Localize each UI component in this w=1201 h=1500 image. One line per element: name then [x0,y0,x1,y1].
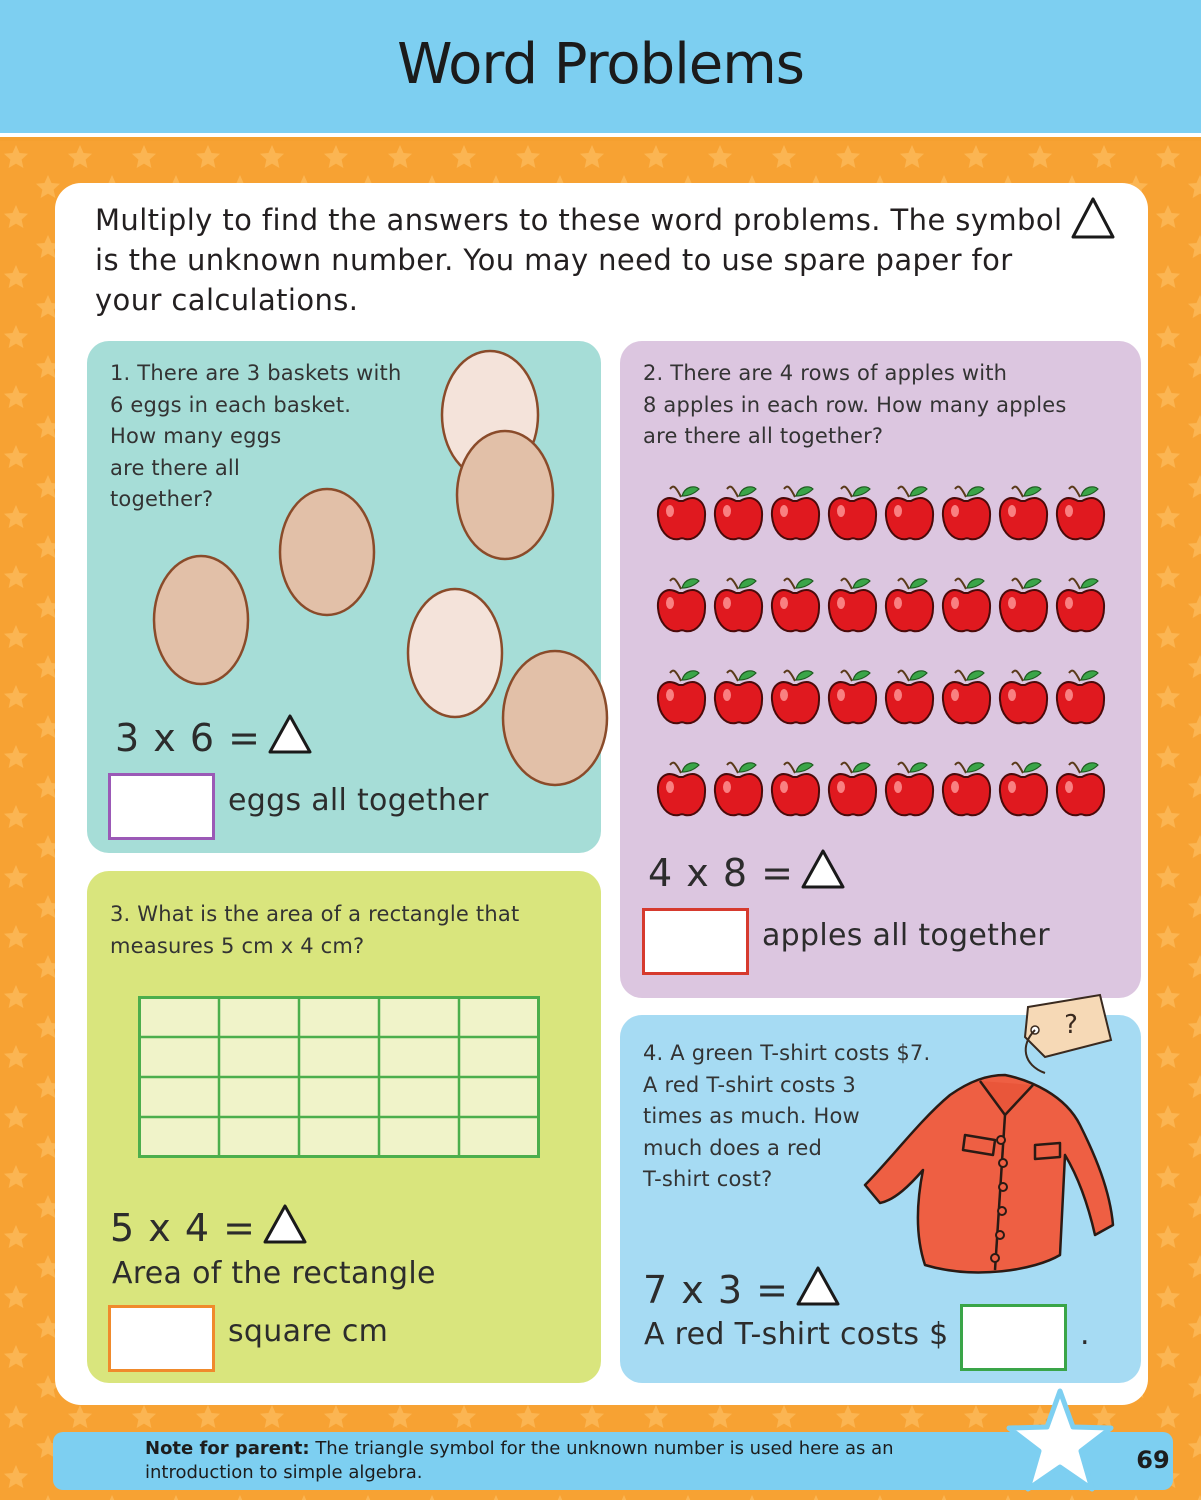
apple-icon [658,763,705,816]
parent-note-label: Note for parent: [145,1438,310,1459]
shirt-illustration [855,985,1125,1295]
instructions-line-2: is the unknown number. You may need to use spare paper for [95,243,1013,277]
egg-icon [280,489,374,615]
problem-1-line: 1. There are 3 baskets with [110,361,402,385]
problem-1-line: are there all [110,455,241,480]
apple-icon [829,579,876,632]
page-header [0,0,1201,137]
instructions-line-3: your calculations. [95,283,359,317]
apple-icon [772,763,819,816]
problem-2-answer-label: apples all together [762,918,1050,953]
apples-grid [655,483,1110,828]
apple-icon [772,487,819,540]
problem-4-line: T-shirt cost? [643,1167,773,1191]
problem-2-question [643,358,1123,453]
egg-icon [154,556,248,684]
page-number: 69 [1136,1446,1170,1474]
problem-3-sub-label: Area of the rectangle [112,1256,436,1291]
apple-icon [829,671,876,724]
problem-1-line: together? [110,487,214,511]
apples-illustration [655,483,1110,828]
problem-1-answer-label: eggs all together [228,783,489,818]
problem-1-line: How many eggs [110,424,282,448]
problem-2-answer-box[interactable] [642,908,749,975]
problem-4-line: 4. A green T-shirt costs $7. [643,1041,931,1065]
price-tag-icon [1025,995,1111,1073]
page-title: Word Problems [397,32,804,97]
apple-icon [886,671,933,724]
problem-2-line: 8 apples in each row. How many apples [643,392,1067,417]
problem-2-equation [648,848,846,895]
parent-note [145,1437,1005,1485]
unknown-triangle-icon [795,1265,841,1307]
problem-3-question [110,899,590,962]
apple-icon [886,487,933,540]
problem-4-answer-box[interactable] [960,1304,1067,1371]
apple-icon [658,487,705,540]
instructions [95,200,1095,320]
apple-icon [1057,579,1104,632]
problem-3-equation [110,1203,308,1250]
problem-1-equation-text: 3 x 6 = [115,716,261,760]
apple-icon [772,579,819,632]
problem-4-line: A red T-shirt costs 3 [643,1072,856,1097]
egg-icon [457,431,553,559]
problem-4-line: much does a red [643,1135,822,1160]
apple-icon [1057,671,1104,724]
apple-icon [943,487,990,540]
problem-3-answer-label: square cm [228,1314,389,1349]
apple-icon [943,671,990,724]
problem-4-answer-prefix: A red T-shirt costs $ [644,1317,949,1352]
apple-icon [1000,671,1047,724]
apple-icon [715,671,762,724]
problem-4-line: times as much. How [643,1104,860,1128]
red-shirt-icon [865,1075,1113,1272]
price-tag-text: ? [1064,1010,1078,1040]
problem-2-equation-text: 4 x 8 = [648,851,794,895]
apple-icon [1057,763,1104,816]
unknown-triangle-icon [262,1203,308,1245]
area-grid-illustration [138,996,540,1158]
parent-note-text: The triangle symbol for the unknown number is used here as an introduction to simple algebra. [145,1438,894,1483]
problem-1-equation [115,713,313,760]
apple-icon [943,579,990,632]
egg-icon [408,589,502,717]
problem-3-answer-box[interactable] [108,1305,215,1372]
apple-icon [1000,487,1047,540]
unknown-triangle-icon [800,848,846,890]
apple-icon [715,579,762,632]
apple-icon [886,579,933,632]
problem-2-line: 2. There are 4 rows of apples with [643,361,1008,385]
apple-icon [1057,487,1104,540]
apple-icon [829,487,876,540]
problem-1-answer-box[interactable] [108,773,215,840]
unknown-triangle-icon [1070,195,1116,241]
apple-icon [715,487,762,540]
problem-4-equation-text: 7 x 3 = [643,1268,789,1312]
apple-icon [1000,579,1047,632]
page-star-icon [1005,1387,1115,1500]
unknown-triangle-icon [267,713,313,755]
apple-icon [829,763,876,816]
apple-icon [658,579,705,632]
egg-icon [503,651,607,785]
problem-3-line: 3. What is the area of a rectangle that [110,902,520,926]
apple-icon [1000,763,1047,816]
apple-icon [658,671,705,724]
instructions-line-1: Multiply to find the answers to these word problems. The symbol [95,203,1063,237]
apple-icon [943,763,990,816]
problem-4-equation [643,1265,841,1312]
apple-icon [886,763,933,816]
problem-2-line: are there all together? [643,424,884,448]
problem-4-answer-suffix: . [1080,1317,1090,1352]
apple-icon [772,671,819,724]
problem-1-line: 6 eggs in each basket. [110,392,352,417]
problem-3-equation-text: 5 x 4 = [110,1206,256,1250]
problem-3-line: measures 5 cm x 4 cm? [110,933,365,958]
apple-icon [715,763,762,816]
